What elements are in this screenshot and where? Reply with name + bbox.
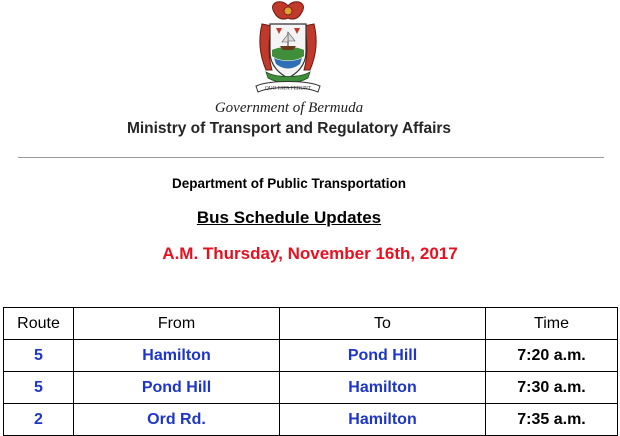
to-cell: Hamilton — [280, 404, 486, 436]
header-divider — [18, 157, 604, 158]
from-cell: Pond Hill — [74, 372, 280, 404]
government-name: Government of Bermuda — [214, 100, 364, 116]
to-cell: Pond Hill — [280, 340, 486, 372]
department-name: Department of Public Transportation — [171, 176, 407, 191]
column-header-route: Route — [4, 308, 74, 340]
from-cell: Ord Rd. — [74, 404, 280, 436]
schedule-date: A.M. Thursday, November 16th, 2017 — [162, 244, 458, 263]
route-cell: 2 — [4, 404, 74, 436]
column-header-from: From — [74, 308, 280, 340]
table-row — [4, 340, 618, 372]
column-header-time: Time — [486, 308, 618, 340]
time-cell: 7:20 a.m. — [486, 340, 618, 372]
to-cell: Hamilton — [280, 372, 486, 404]
table-header-row — [4, 308, 618, 340]
route-cell: 5 — [4, 372, 74, 404]
route-cell: 5 — [4, 340, 74, 372]
ministry-name: Ministry of Transport and Regulatory Affairs — [126, 120, 452, 137]
time-cell: 7:30 a.m. — [486, 372, 618, 404]
table-row — [4, 372, 618, 404]
crest-motto-text: QUO FATA FERUNT — [265, 85, 311, 92]
page-title: Bus Schedule Updates — [196, 208, 382, 227]
bus-schedule-table — [3, 307, 618, 436]
table-row — [4, 404, 618, 436]
bermuda-crest-icon — [252, 0, 324, 98]
column-header-to: To — [280, 308, 486, 340]
time-cell: 7:35 a.m. — [486, 404, 618, 436]
from-cell: Hamilton — [74, 340, 280, 372]
